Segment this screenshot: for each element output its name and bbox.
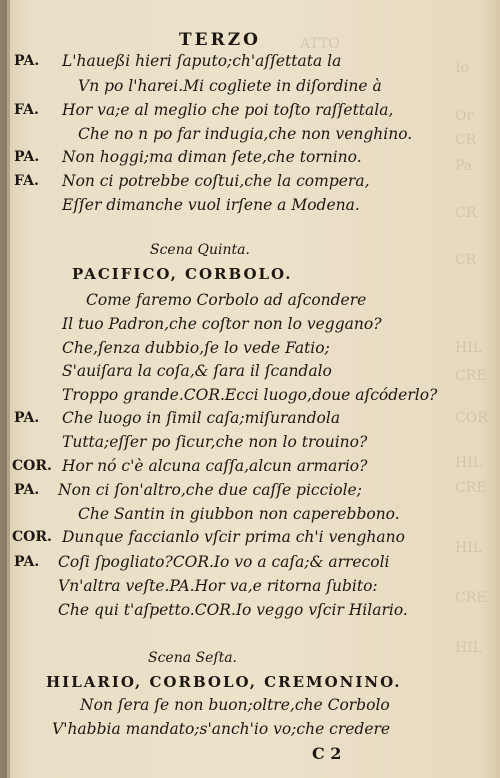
speaker-label: PA. xyxy=(14,410,40,426)
show-through-text: COR xyxy=(455,410,488,426)
verse-line: Che qui t'aſpetto.COR.Io veggo vſcir Hilario. xyxy=(58,601,408,619)
show-through-text: CR xyxy=(455,252,477,268)
scene-heading: Scena Quinta. xyxy=(150,242,250,258)
show-through-text: CRE xyxy=(455,590,487,606)
verse-line: Vn'altra veſte.PA.Hor va,e ritorna ſubito: xyxy=(58,577,378,595)
verse-line: Che luogo in ſimil caſa;miſurandola xyxy=(62,409,341,427)
verse-line: S'auiſara la coſa,& ſara il ſcandalo xyxy=(62,362,332,380)
verse-line: Hor va;e al meglio che poi toſto raſſettala, xyxy=(62,101,394,119)
show-through-text: HIL xyxy=(455,640,483,656)
scene-heading: Scena Seſta. xyxy=(148,650,238,666)
verse-line: Che Santin in giubbon non caperebbono. xyxy=(78,505,400,523)
signature-mark: C 2 xyxy=(312,744,342,763)
speaker-label: PA. xyxy=(14,482,40,498)
speaker-label: PA. xyxy=(14,149,40,165)
show-through-text: HIL xyxy=(455,340,483,356)
page-gutter-edge xyxy=(7,0,10,778)
show-through-text: Or xyxy=(455,108,474,124)
show-through-text: Io xyxy=(455,60,469,76)
verse-line: Che,ſenza dubbio,ſe lo vede Fatio; xyxy=(62,339,330,357)
show-through-text: CRE xyxy=(455,368,487,384)
verse-line: Non hoggi;ma diman ſete,che tornino. xyxy=(62,148,362,166)
verse-line: Non ci ſon'altro,che due caſſe picciole; xyxy=(58,481,362,499)
verse-line: Coſi ſpogliato?COR.Io vo a caſa;& arrecoli xyxy=(58,553,390,571)
speaker-label: COR. xyxy=(12,529,52,545)
verse-line: Eſſer dimanche vuol irſene a Modena. xyxy=(62,196,360,214)
show-through-text: Pa xyxy=(455,158,473,174)
verse-line: Che no n po far indugia,che non venghino. xyxy=(78,125,413,143)
page-gutter xyxy=(0,0,7,778)
speaker-label: FA. xyxy=(14,173,39,189)
speaker-label: PA. xyxy=(14,554,40,570)
speaker-label: FA. xyxy=(14,102,39,118)
running-header: TERZO xyxy=(179,30,261,50)
verse-line: Il tuo Padron,che coſtor non lo veggano? xyxy=(62,315,382,333)
show-through-text: HIL xyxy=(455,540,483,556)
verse-line: Come faremo Corbolo ad aſcondere xyxy=(86,291,367,309)
verse-line: Hor nó c'è alcuna caſſa,alcun armario? xyxy=(62,457,368,475)
verse-line: V'habbia mandato;s'anch'io vo;che credere xyxy=(52,720,391,738)
show-through-text: HIL xyxy=(455,455,483,471)
show-through-text: CR xyxy=(455,205,477,221)
verse-line: Non ſera ſe non buon;oltre,che Corbolo xyxy=(80,696,390,714)
scene-characters: HILARIO, CORBOLO, CREMONINO. xyxy=(46,673,402,691)
verse-line: Non ci potrebbe coſtui,che la compera, xyxy=(62,172,370,190)
show-through-text: CR xyxy=(455,132,477,148)
show-through-text: CRE xyxy=(455,480,487,496)
scene-characters: PACIFICO, CORBOLO. xyxy=(72,265,293,283)
verse-line: Tutta;eſſer po ſicur,che non lo trouino? xyxy=(62,433,368,451)
verse-line: L'haueßi hieri ſaputo;ch'aſſettata la xyxy=(62,52,342,70)
speaker-label: PA. xyxy=(14,53,40,69)
verse-line: Dunque faccianlo vſcir prima ch'i venghano xyxy=(62,528,405,546)
show-through-text: ATTO xyxy=(300,36,340,52)
verse-line: Vn po l'harei.Mi cogliete in diſordine à xyxy=(78,77,382,95)
speaker-label: COR. xyxy=(12,458,52,474)
verse-line: Troppo grande.COR.Ecci luogo,doue aſcóderlo? xyxy=(62,386,438,404)
